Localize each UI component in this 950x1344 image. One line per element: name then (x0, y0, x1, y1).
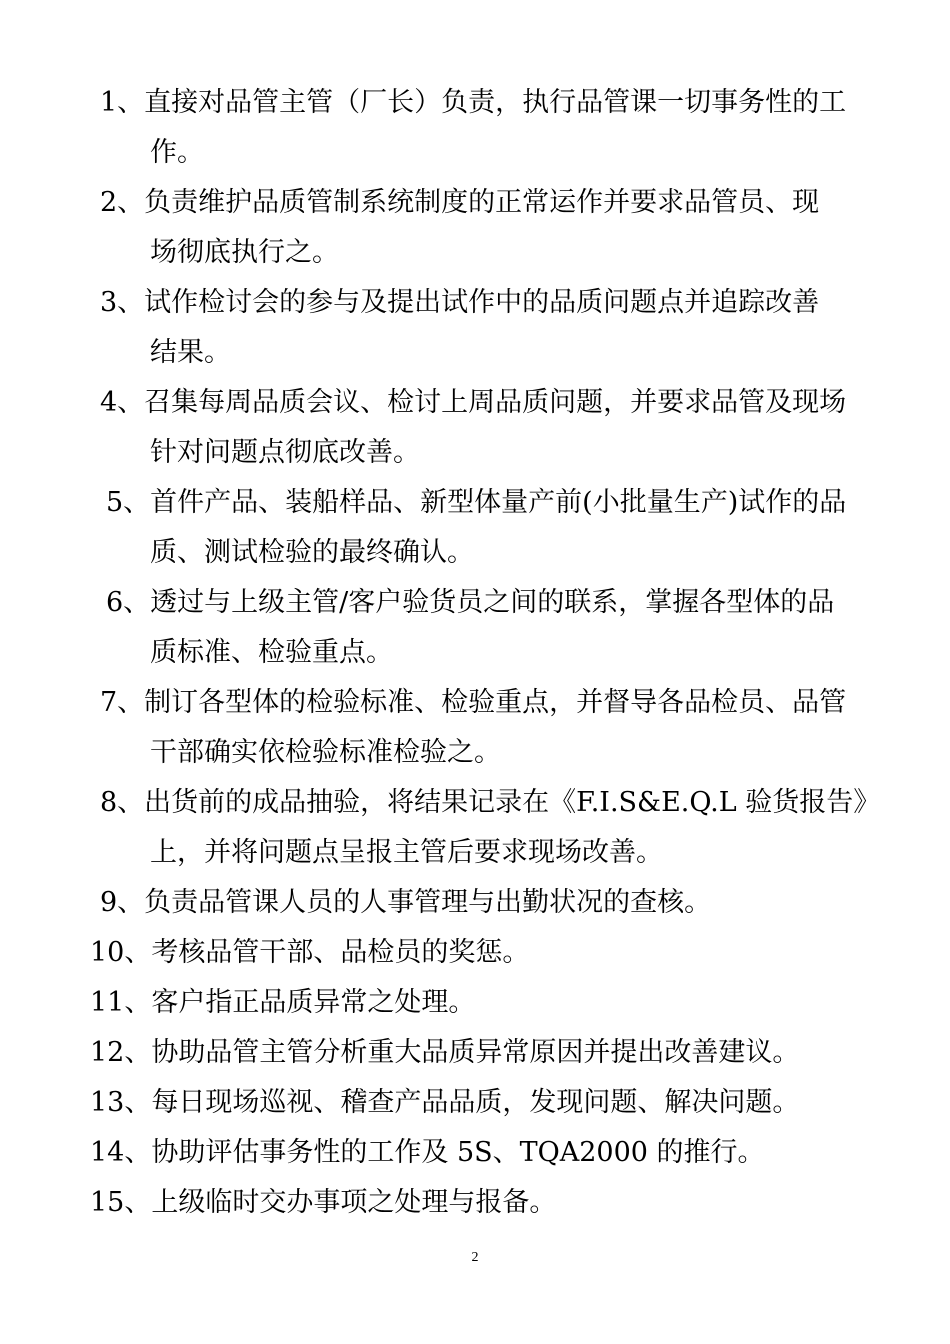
list-item-continuation: 针对问题点彻底改善。 (150, 437, 420, 468)
list-item-line: 12、协助品管主管分析重大品质异常原因并提出改善建议。 (90, 1037, 800, 1068)
page-number: 2 (471, 1250, 479, 1265)
list-item-line: 13、每日现场巡视、稽查产品品质，发现问题、解决问题。 (90, 1087, 800, 1118)
list-item-line: 14、协助评估事务性的工作及 5S、TQA2000 的推行。 (90, 1137, 765, 1168)
list-item-continuation: 质、测试检验的最终确认。 (150, 537, 474, 568)
list-item (0, 478, 950, 578)
list-item-continuation: 场彻底执行之。 (150, 237, 339, 268)
list-item-line: 6、透过与上级主管/客户验货员之间的联系，掌握各型体的品 (106, 587, 835, 618)
list-item (0, 78, 950, 178)
list-item-continuation: 结果。 (150, 337, 231, 368)
list-item-line: 8、出货前的成品抽验，将结果记录在《F.I.S&E.Q.L 验货报告》 (100, 787, 881, 818)
list-item (0, 1178, 950, 1228)
list-item-line: 1、直接对品管主管（厂长）负责，执行品管课一切事务性的工 (100, 87, 847, 118)
list-item (0, 1028, 950, 1078)
list-item-line: 7、制订各型体的检验标准、检验重点，并督导各品检员、品管 (100, 687, 847, 718)
list-item (0, 1078, 950, 1128)
list-item-line: 3、试作检讨会的参与及提出试作中的品质问题点并追踪改善 (100, 287, 820, 318)
list-item-line: 2、负责维护品质管制系统制度的正常运作并要求品管员、现 (100, 187, 820, 218)
list-item-continuation: 质标准、检验重点。 (150, 637, 393, 668)
list-item (0, 878, 950, 928)
list-item-line: 15、上级临时交办事项之处理与报备。 (90, 1187, 557, 1218)
list-item-continuation: 作。 (150, 137, 204, 168)
list-item (0, 278, 950, 378)
list-item-line: 11、客户指正品质异常之处理。 (90, 987, 476, 1018)
list-item-line: 4、召集每周品质会议、检讨上周品质问题，并要求品管及现场 (100, 387, 847, 418)
list-item-line: 9、负责品管课人员的人事管理与出勤状况的查核。 (100, 887, 712, 918)
list-item (0, 378, 950, 478)
list-item (0, 778, 950, 878)
list-item (0, 1128, 950, 1178)
list-item-line: 10、考核品管干部、品检员的奖惩。 (90, 937, 530, 968)
duty-list (0, 78, 950, 1228)
list-item (0, 678, 950, 778)
list-item (0, 928, 950, 978)
list-item (0, 178, 950, 278)
list-item (0, 578, 950, 678)
list-item-continuation: 干部确实依检验标准检验之。 (150, 737, 501, 768)
list-item (0, 978, 950, 1028)
list-item-line: 5、首件产品、装船样品、新型体量产前(小批量生产)试作的品 (106, 487, 847, 518)
list-item-continuation: 上，并将问题点呈报主管后要求现场改善。 (150, 837, 663, 868)
